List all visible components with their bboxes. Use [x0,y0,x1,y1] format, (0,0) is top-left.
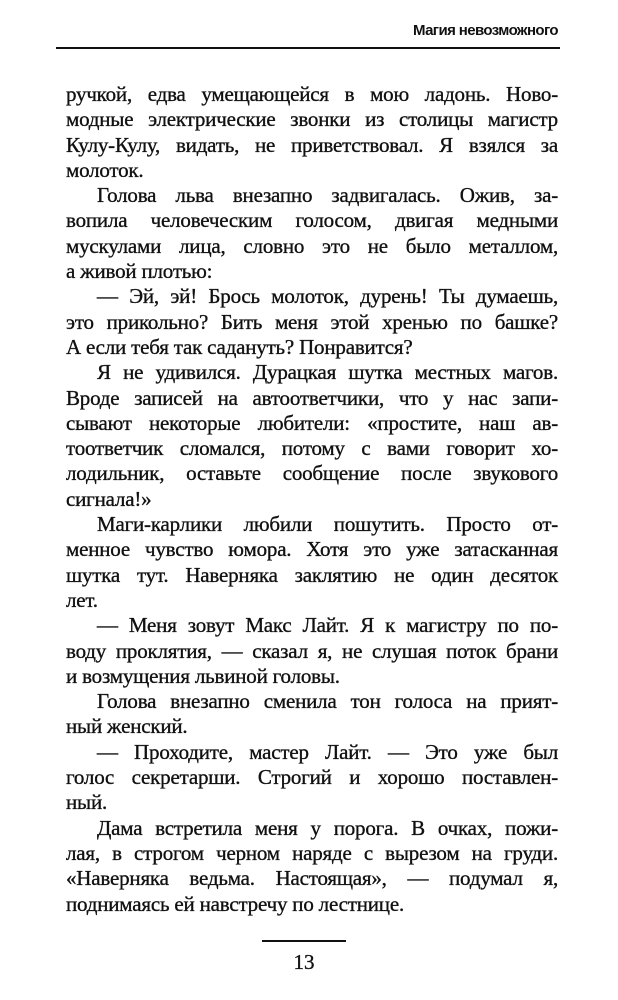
text-line: ручкой, едва умещающейся в мою ладонь. Ново- [66,82,558,106]
text-line: шутка тут. Наверняка заклятию не один десяток [66,562,558,587]
text-line: и возмущения львиной головы. [66,663,340,688]
footer-rule [262,940,346,942]
paragraph [66,360,558,512]
text-line: — Проходите, мастер Лайт. — Это уже был [97,739,558,764]
header-rule [56,47,560,49]
text-line: а живой плотью: [66,259,213,284]
page-number: 13 [293,950,315,974]
paragraph [66,613,558,689]
text-line: Голова внезапно сменила тон голоса на прият- [97,689,558,714]
text-line: — Меня зовут Макс Лайт. Я к магистру по по- [97,613,558,638]
text-line: Я не удивился. Дурацкая шутка местных магов. [97,360,558,385]
text-line: вопила человеческим голосом, двигая медными [66,208,558,233]
text-line: Кулу-Кулу, видать, не приветствовал. Я взялся за [66,132,558,157]
text-line: «Наверняка ведьма. Настоящая», — подумал я, [66,866,558,891]
text-line: ный женский. [66,714,188,739]
text-line: А если тебя так садануть? Понравится? [66,334,413,359]
text-line: тоответчик сломался, потому с вами говорит хо- [66,436,558,461]
text-line: ный. [66,790,108,815]
text-line: воду проклятия, — сказал я, не слушая поток брани [66,638,558,663]
text-line: молоток. [66,157,144,182]
body-text [66,82,558,917]
text-line: лет. [66,587,98,612]
text-line: лодильник, оставьте сообщение после звукового [66,461,558,486]
running-head-title: Магия невозможного [412,22,558,39]
text-line: сывают некоторые любители: «простите, наш ав- [66,410,558,435]
text-line: мускулами лица, словно это не было металлом, [66,233,558,258]
text-line: модные электрические звонки из столицы магистр [66,107,558,132]
text-line: Голова льва внезапно задвигалась. Ожив, за- [97,183,558,208]
text-line: лая, в строгом черном наряде с вырезом на груди. [66,840,558,865]
text-line: поднимаясь ей навстречу по лестнице. [66,891,404,916]
paragraph [66,689,558,740]
text-line: Вроде записей на автоответчики, что у нас запи- [66,385,558,410]
paragraph [66,512,558,613]
text-line: это прикольно? Бить меня этой хренью по башке? [66,309,558,334]
paragraph [66,183,558,284]
paragraph [66,816,558,917]
text-line: сигнала!» [66,486,152,511]
paragraph [66,740,558,816]
text-line: Дама встретила меня у порога. В очках, пожи- [97,815,558,840]
text-line: — Эй, эй! Брось молоток, дурень! Ты думаешь, [97,284,558,309]
text-line: голос секретарши. Строгий и хорошо поставлен- [66,765,558,790]
paragraph [66,284,558,360]
paragraph [66,82,558,183]
text-line: менное чувство юмора. Хотя это уже затасканная [66,537,558,562]
text-line: Маги-карлики любили пошутить. Просто от- [97,512,558,537]
